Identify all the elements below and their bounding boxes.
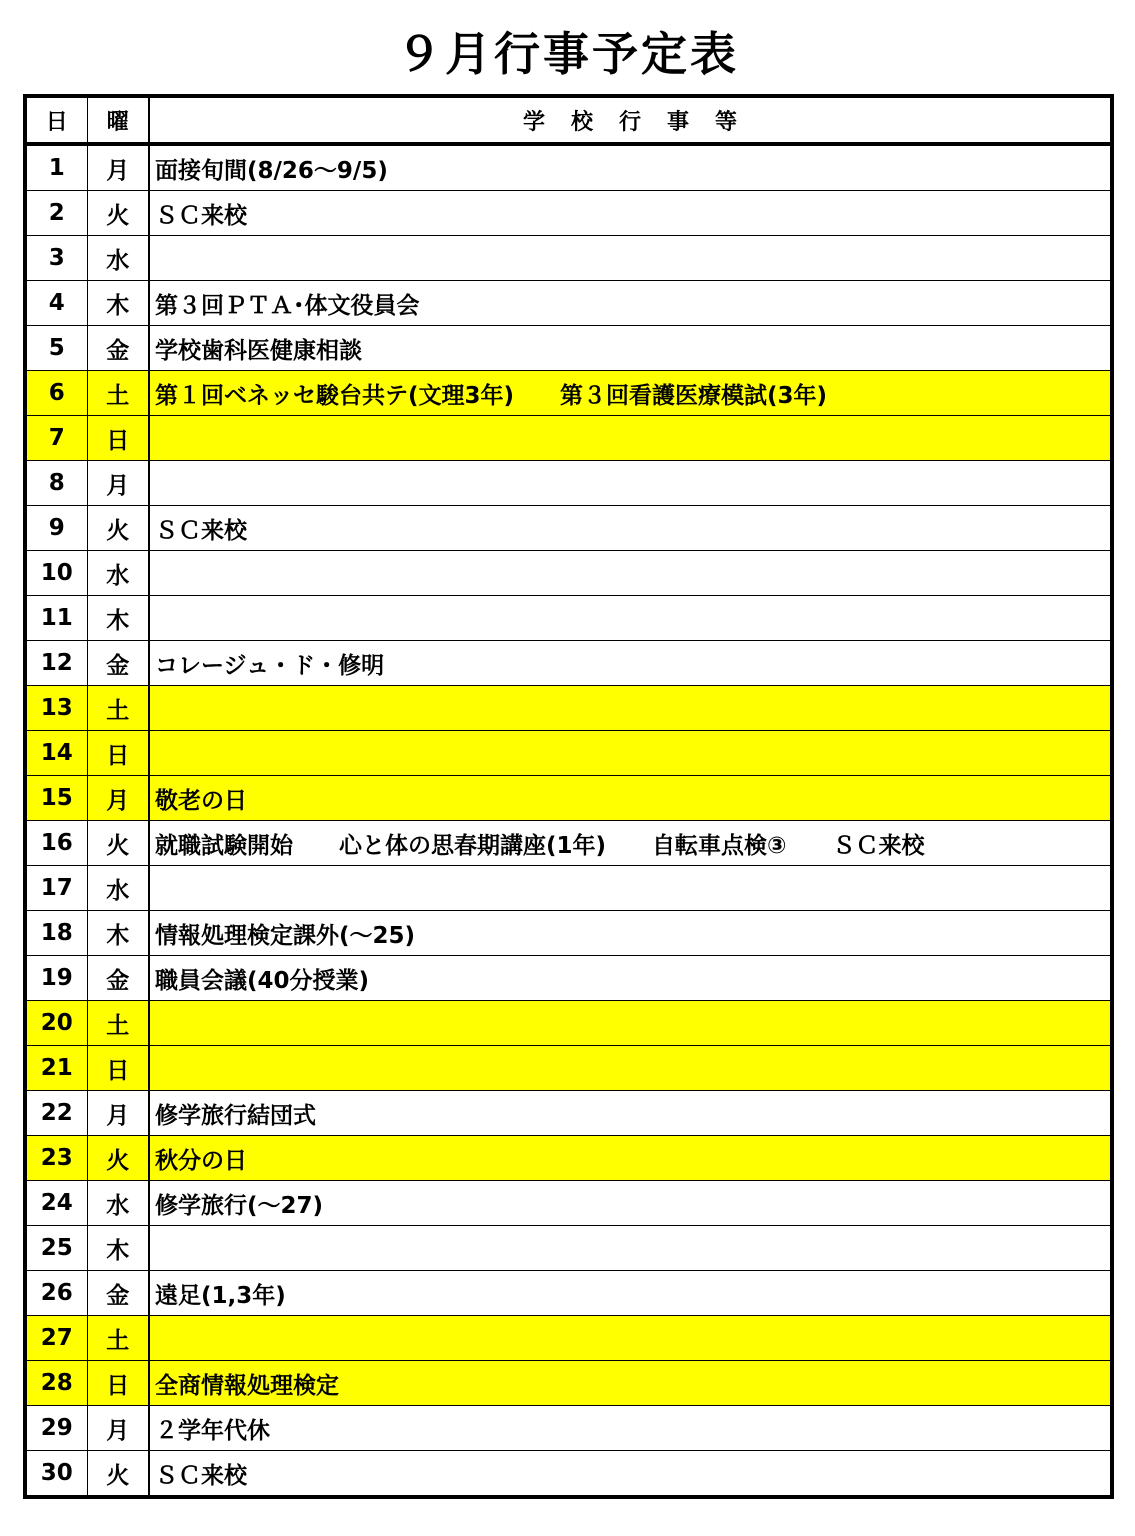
events-cell: 全商情報処理検定 <box>149 1361 1112 1406</box>
events-cell <box>149 596 1112 641</box>
day-cell: 11 <box>25 596 87 641</box>
day-cell: 23 <box>25 1136 87 1181</box>
events-cell: 秋分の日 <box>149 1136 1112 1181</box>
table-row <box>25 1406 1112 1451</box>
day-of-week-cell: 月 <box>87 1091 149 1136</box>
events-cell <box>149 1046 1112 1091</box>
day-cell: 24 <box>25 1181 87 1226</box>
events-cell: 面接旬間(8/26～9/5) <box>149 144 1112 191</box>
day-of-week-cell: 金 <box>87 1271 149 1316</box>
events-cell: 修学旅行結団式 <box>149 1091 1112 1136</box>
day-cell: 29 <box>25 1406 87 1451</box>
day-cell: 30 <box>25 1451 87 1498</box>
day-cell: 14 <box>25 731 87 776</box>
day-cell: 8 <box>25 461 87 506</box>
events-cell: 情報処理検定課外(～25) <box>149 911 1112 956</box>
day-cell: 21 <box>25 1046 87 1091</box>
table-row <box>25 776 1112 821</box>
table-row <box>25 281 1112 326</box>
day-of-week-cell: 日 <box>87 1046 149 1091</box>
day-of-week-cell: 火 <box>87 191 149 236</box>
table-row <box>25 461 1112 506</box>
events-cell <box>149 461 1112 506</box>
table-row <box>25 191 1112 236</box>
day-cell: 18 <box>25 911 87 956</box>
events-cell: コレージュ・ド・修明 <box>149 641 1112 686</box>
events-cell <box>149 416 1112 461</box>
day-of-week-cell: 火 <box>87 1136 149 1181</box>
day-cell: 22 <box>25 1091 87 1136</box>
events-cell <box>149 866 1112 911</box>
day-cell: 5 <box>25 326 87 371</box>
events-cell: 第３回ＰＴＡ･体文役員会 <box>149 281 1112 326</box>
day-cell: 26 <box>25 1271 87 1316</box>
table-row <box>25 1136 1112 1181</box>
table-row <box>25 1271 1112 1316</box>
day-cell: 10 <box>25 551 87 596</box>
table-row <box>25 821 1112 866</box>
day-of-week-cell: 火 <box>87 1451 149 1498</box>
events-cell: 第１回ベネッセ駿台共テ(文理3年) 第３回看護医療模試(3年) <box>149 371 1112 416</box>
day-cell: 9 <box>25 506 87 551</box>
table-row <box>25 1046 1112 1091</box>
day-cell: 25 <box>25 1226 87 1271</box>
events-cell <box>149 1001 1112 1046</box>
day-cell: 7 <box>25 416 87 461</box>
day-of-week-cell: 土 <box>87 686 149 731</box>
day-cell: 28 <box>25 1361 87 1406</box>
day-cell: 16 <box>25 821 87 866</box>
day-cell: 20 <box>25 1001 87 1046</box>
events-cell: ＳＣ来校 <box>149 191 1112 236</box>
day-of-week-cell: 月 <box>87 461 149 506</box>
events-cell: 学校歯科医健康相談 <box>149 326 1112 371</box>
day-cell: 3 <box>25 236 87 281</box>
events-cell <box>149 236 1112 281</box>
table-row <box>25 236 1112 281</box>
schedule-header <box>25 96 1112 144</box>
header-events: 学校行事等 <box>149 96 1112 144</box>
table-row <box>25 551 1112 596</box>
table-row <box>25 641 1112 686</box>
table-row <box>25 911 1112 956</box>
day-of-week-cell: 木 <box>87 596 149 641</box>
day-cell: 4 <box>25 281 87 326</box>
table-row <box>25 371 1112 416</box>
table-row <box>25 866 1112 911</box>
day-cell: 2 <box>25 191 87 236</box>
day-of-week-cell: 水 <box>87 551 149 596</box>
events-cell: 敬老の日 <box>149 776 1112 821</box>
day-of-week-cell: 月 <box>87 776 149 821</box>
day-cell: 17 <box>25 866 87 911</box>
schedule-body <box>25 144 1112 1497</box>
day-of-week-cell: 土 <box>87 1316 149 1361</box>
day-of-week-cell: 木 <box>87 911 149 956</box>
day-of-week-cell: 日 <box>87 731 149 776</box>
events-cell: 職員会議(40分授業) <box>149 956 1112 1001</box>
table-row <box>25 144 1112 191</box>
day-of-week-cell: 木 <box>87 281 149 326</box>
events-cell <box>149 686 1112 731</box>
events-cell <box>149 731 1112 776</box>
day-cell: 13 <box>25 686 87 731</box>
day-of-week-cell: 水 <box>87 236 149 281</box>
day-of-week-cell: 金 <box>87 641 149 686</box>
events-cell: 修学旅行(～27) <box>149 1181 1112 1226</box>
events-cell: ２学年代休 <box>149 1406 1112 1451</box>
table-row <box>25 731 1112 776</box>
day-of-week-cell: 土 <box>87 371 149 416</box>
day-of-week-cell: 月 <box>87 1406 149 1451</box>
events-cell: ＳＣ来校 <box>149 506 1112 551</box>
header-row <box>25 96 1112 144</box>
day-cell: 15 <box>25 776 87 821</box>
events-cell <box>149 1316 1112 1361</box>
day-of-week-cell: 火 <box>87 506 149 551</box>
table-row <box>25 416 1112 461</box>
day-of-week-cell: 日 <box>87 416 149 461</box>
day-of-week-cell: 月 <box>87 144 149 191</box>
table-row <box>25 1181 1112 1226</box>
day-of-week-cell: 土 <box>87 1001 149 1046</box>
page-title: ９月行事予定表 <box>396 27 739 81</box>
table-row <box>25 1451 1112 1498</box>
day-of-week-cell: 木 <box>87 1226 149 1271</box>
table-row <box>25 1091 1112 1136</box>
day-of-week-cell: 日 <box>87 1361 149 1406</box>
day-of-week-cell: 水 <box>87 1181 149 1226</box>
header-day: 日 <box>25 96 87 144</box>
table-row <box>25 1361 1112 1406</box>
day-cell: 12 <box>25 641 87 686</box>
table-row <box>25 956 1112 1001</box>
events-cell: 就職試験開始 心と体の思春期講座(1年) 自転車点検③ ＳＣ来校 <box>149 821 1112 866</box>
events-cell <box>149 1226 1112 1271</box>
day-of-week-cell: 金 <box>87 956 149 1001</box>
table-row <box>25 506 1112 551</box>
day-cell: 1 <box>25 144 87 191</box>
day-of-week-cell: 火 <box>87 821 149 866</box>
day-cell: 19 <box>25 956 87 1001</box>
day-cell: 6 <box>25 371 87 416</box>
table-row <box>25 326 1112 371</box>
table-row <box>25 596 1112 641</box>
table-row <box>25 1316 1112 1361</box>
table-row <box>25 1226 1112 1271</box>
header-day-of-week: 曜 <box>87 96 149 144</box>
day-of-week-cell: 金 <box>87 326 149 371</box>
table-row <box>25 1001 1112 1046</box>
events-cell <box>149 551 1112 596</box>
day-of-week-cell: 水 <box>87 866 149 911</box>
events-cell: 遠足(1,3年) <box>149 1271 1112 1316</box>
day-cell: 27 <box>25 1316 87 1361</box>
schedule-table <box>23 94 1114 1499</box>
events-cell: ＳＣ来校 <box>149 1451 1112 1498</box>
table-row <box>25 686 1112 731</box>
